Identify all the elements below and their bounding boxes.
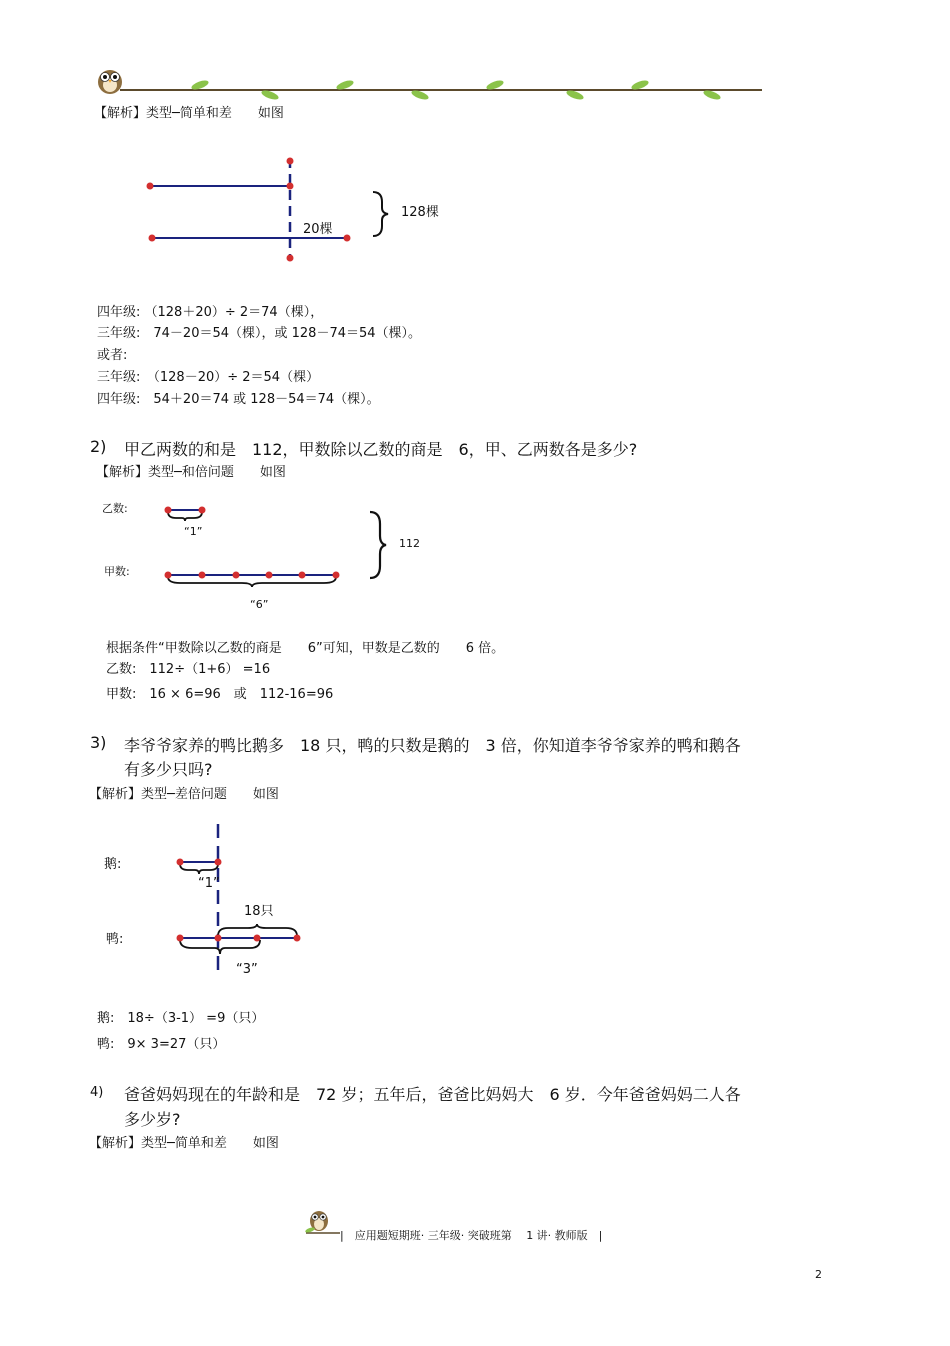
solution-line: 四年级: （128＋20）÷ 2＝74（棵）， <box>97 305 324 320</box>
question-text-cont: 有多少只吗? <box>124 760 213 779</box>
solution-line: 三年级: 74－20＝54（棵），或 128－74＝54（棵）。 <box>97 326 422 341</box>
goose-label: 鹅: <box>104 857 122 872</box>
analysis-label: 【解析】类型─简单和差 如图 <box>89 1136 279 1151</box>
owl-icon <box>95 66 125 96</box>
header-branch <box>0 0 950 110</box>
solution-line: 乙数: 112÷（1+6） =16 <box>106 662 271 677</box>
total-label: 128棵 <box>401 205 439 220</box>
solution-line: 四年级: 54＋20＝74 或 128－54＝74（棵）。 <box>97 392 380 407</box>
question-number: 2) <box>90 437 107 456</box>
solution-line: 甲数: 16 × 6=96 或 112-16=96 <box>106 687 334 702</box>
yi-label: 乙数: <box>102 502 128 515</box>
diff-label: 18只 <box>244 904 274 919</box>
question-number: 4) <box>90 1085 104 1100</box>
diff-label: 20棵 <box>303 222 333 237</box>
question-text: 爸爸妈妈现在的年龄和是 72 岁；五年后，爸爸比妈妈大 6 岁．今年爸爸妈妈二人各 <box>124 1085 741 1104</box>
one-part-label: “1” <box>184 525 203 538</box>
question-text-cont: 多少岁? <box>124 1110 181 1129</box>
six-part-label: “6” <box>250 598 269 611</box>
duck-label: 鸭: <box>106 932 124 947</box>
solution-line: 根据条件“甲数除以乙数的商是 6”可知，甲数是乙数的 6 倍。 <box>106 641 505 656</box>
line-diagram-sum-multiple <box>160 500 440 600</box>
sum-label: 112 <box>399 537 420 550</box>
solution-line: 鹅: 18÷（3-1） =9（只） <box>97 1011 265 1026</box>
analysis-label: 【解析】类型─简单和差 如图 <box>94 106 284 121</box>
footer-owl-icon <box>304 1208 340 1238</box>
question-number: 3) <box>90 733 107 752</box>
page-number: 2 <box>815 1268 822 1281</box>
line-diagram-sum-difference <box>140 150 500 270</box>
question-text: 甲乙两数的和是 112，甲数除以乙数的商是 6，甲、乙两数各是多少? <box>124 440 638 459</box>
question-text: 李爷爷家养的鸭比鹅多 18 只，鸭的只数是鹅的 3 倍，你知道李爷爷家养的鸭和鹅各 <box>124 736 741 755</box>
footer-text: | 应用题短期班· 三年级· 突破班第 1 讲· 教师版 | <box>340 1229 603 1242</box>
analysis-label: 【解析】类型─差倍问题 如图 <box>89 787 279 802</box>
analysis-label: 【解析】类型─和倍问题 如图 <box>96 465 286 480</box>
solution-line: 鸭: 9× 3=27（只） <box>97 1037 226 1052</box>
solution-line: 三年级: （128－20）÷ 2＝54（棵） <box>97 370 320 385</box>
jia-label: 甲数: <box>104 565 130 578</box>
one-part-label: “1” <box>198 876 220 891</box>
solution-line: 或者: <box>97 348 128 363</box>
three-part-label: “3” <box>236 962 258 977</box>
